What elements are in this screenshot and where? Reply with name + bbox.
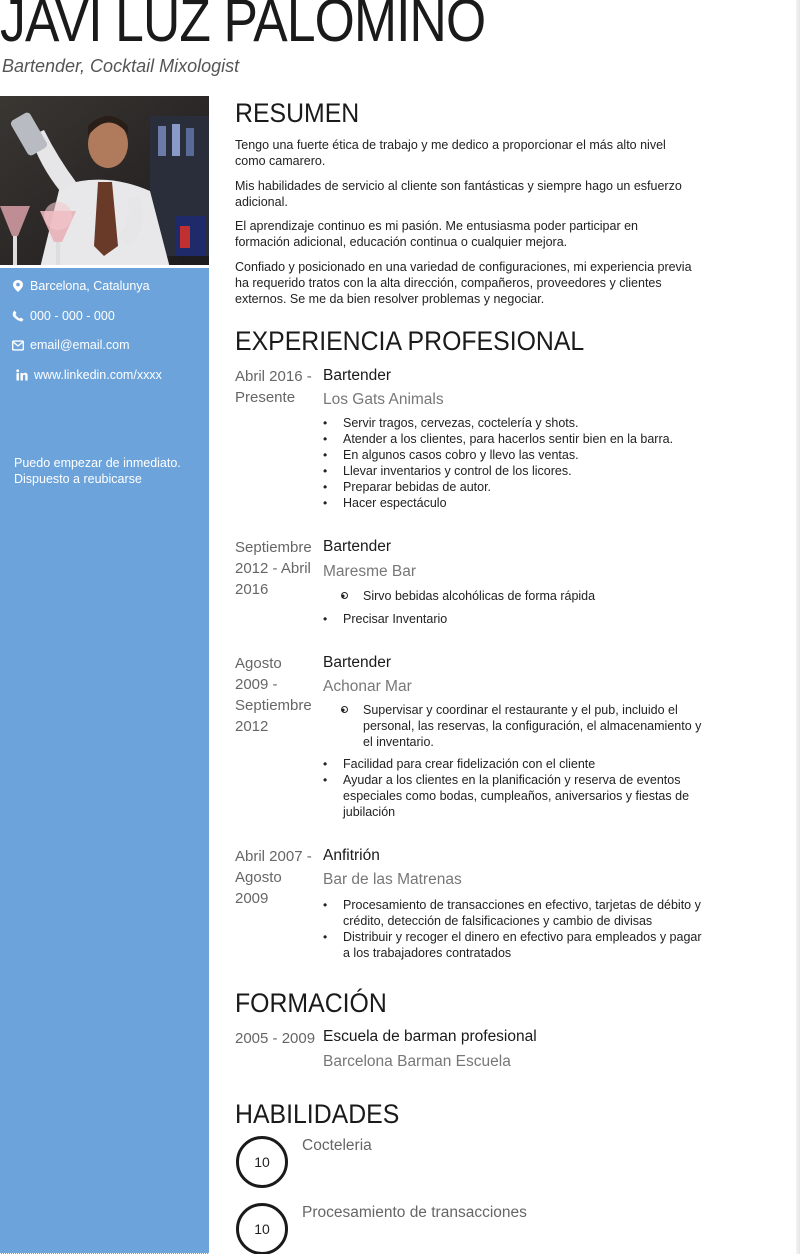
job-date: Abril 2016 - Presente bbox=[235, 368, 312, 406]
phone-icon bbox=[12, 310, 24, 322]
education-degree: Escuela de barman profesional bbox=[323, 1028, 537, 1045]
list-item: • Ayudar a los clientes en la planificación y reserva de eventos especiales como bodas, cumpleaños, aniversarios y fiestas de jubilación bbox=[343, 772, 703, 820]
contact-location bbox=[12, 279, 150, 293]
summary-paragraph: Confiado y posicionado en una variedad de configuraciones, mi experiencia previa ha requerido tratos con la alta dirección, compañeros, proveedores y clientes externos. Se me da bien resolver problemas y negociar. bbox=[235, 260, 692, 306]
contact-linkedin-text[interactable]: www.linkedin.com/xxxx bbox=[34, 368, 162, 382]
job-role: Bartender bbox=[323, 538, 392, 555]
list-item: • Hacer espectáculo bbox=[343, 495, 703, 511]
list-item: • Preparar bebidas de autor. bbox=[343, 479, 703, 495]
list-item: • Distribuir y recoger el dinero en efectivo para empleados y pagar a los trabajadores contratados bbox=[343, 929, 703, 961]
skill-level-badge: 10 bbox=[236, 1136, 288, 1188]
job-company: Maresme Bar bbox=[323, 563, 417, 580]
section-title-habilidades: HABILIDADES bbox=[235, 1099, 400, 1129]
job-role: Anfitrión bbox=[323, 847, 380, 864]
page-edge bbox=[796, 0, 800, 1254]
list-item: • Atender a los clientes, para hacerlos sentir bien en la barra. bbox=[343, 431, 703, 447]
summary-paragraph: El aprendizaje continuo es mi pasión. Me entusiasma poder participar en formación adicional, educación continua o cualquier mejora. bbox=[235, 219, 639, 249]
list-item: ● Sirvo bebidas alcohólicas de forma rápida bbox=[363, 588, 703, 604]
availability-line: Puedo empezar de inmediato. bbox=[14, 456, 181, 470]
list-item: • Procesamiento de transacciones en efectivo, tarjetas de débito y crédito, detección de falsificaciones y cambio de divisas bbox=[343, 897, 703, 929]
skill-name: Cocteleria bbox=[302, 1137, 372, 1154]
education-date: 2005 - 2009 bbox=[235, 1030, 316, 1047]
envelope-icon bbox=[12, 339, 24, 351]
contact-phone-text: 000 - 000 - 000 bbox=[30, 309, 115, 323]
section-title-experiencia: EXPERIENCIA PROFESIONAL bbox=[235, 326, 585, 356]
job-sub-bullets bbox=[363, 702, 703, 750]
job-company: Bar de las Matrenas bbox=[323, 871, 462, 888]
list-item: ● Supervisar y coordinar el restaurante y el pub, incluido el personal, las reservas, la configuración, el almacenamiento y el inventario. bbox=[363, 702, 703, 750]
summary-paragraph: Tengo una fuerte ética de trabajo y me dedico a proporcionar el más alto nivel como camarero. bbox=[235, 138, 666, 168]
list-item: • Servir tragos, cervezas, coctelería y shots. bbox=[343, 415, 703, 431]
education-school: Barcelona Barman Escuela bbox=[323, 1053, 511, 1070]
sidebar bbox=[0, 96, 209, 1254]
resume-header bbox=[0, 0, 800, 96]
job-subtitle: Bartender, Cocktail Mixologist bbox=[2, 56, 240, 76]
job-company: Los Gats Animals bbox=[323, 391, 444, 408]
section-title-formacion: FORMACIÓN bbox=[235, 988, 387, 1018]
skill-name: Procesamiento de transacciones bbox=[302, 1204, 527, 1221]
job-date: Agosto 2009 - Septiembre 2012 bbox=[235, 655, 312, 735]
contact-email[interactable] bbox=[12, 338, 130, 352]
list-item: • En algunos casos cobro y llevo las ventas. bbox=[343, 447, 703, 463]
job-date: Abril 2007 - Agosto 2009 bbox=[235, 848, 312, 907]
job-sub-bullets bbox=[363, 588, 703, 604]
availability-line: Dispuesto a reubicarse bbox=[14, 472, 142, 486]
availability-note bbox=[14, 455, 181, 487]
job-company: Achonar Mar bbox=[323, 678, 412, 695]
job-bullets bbox=[343, 415, 703, 511]
contact-phone bbox=[12, 309, 115, 323]
section-title-resumen: RESUMEN bbox=[235, 98, 360, 128]
list-item: • Llevar inventarios y control de los licores. bbox=[343, 463, 703, 479]
contact-linkedin[interactable] bbox=[16, 368, 162, 382]
job-date: Septiembre 2012 - Abril 2016 bbox=[235, 539, 312, 598]
linkedin-icon bbox=[16, 369, 28, 381]
job-role: Bartender bbox=[323, 367, 392, 384]
job-bullets bbox=[343, 611, 703, 627]
job-role: Bartender bbox=[323, 654, 392, 671]
summary-paragraph: Mis habilidades de servicio al cliente son fantásticas y siempre hago un esfuerzo adicional. bbox=[235, 179, 682, 209]
map-pin-icon bbox=[12, 280, 24, 292]
skill-level-badge: 10 bbox=[236, 1203, 288, 1254]
job-bullets bbox=[343, 897, 703, 961]
job-bullets bbox=[343, 756, 703, 820]
contact-location-text: Barcelona, Catalunya bbox=[30, 279, 150, 293]
list-item: • Facilidad para crear fidelización con el cliente bbox=[343, 756, 703, 772]
list-item: • Precisar Inventario bbox=[343, 611, 703, 627]
person-name: JAVI LUZ PALOMINO bbox=[0, 0, 486, 54]
profile-photo bbox=[0, 96, 209, 268]
contact-email-text[interactable]: email@email.com bbox=[30, 338, 130, 352]
